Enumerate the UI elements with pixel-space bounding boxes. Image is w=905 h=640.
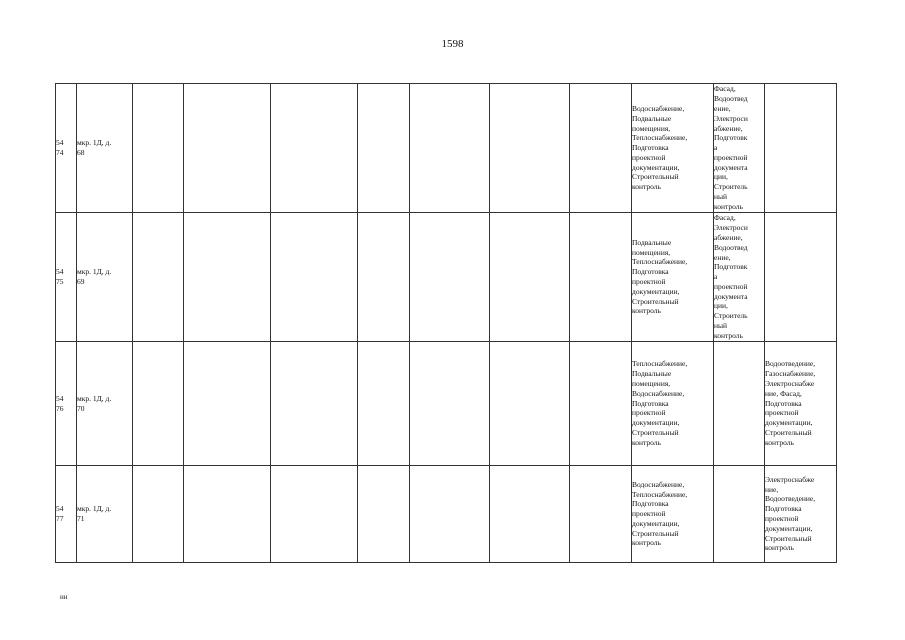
empty-cell: [271, 84, 358, 213]
empty-cell: [570, 213, 632, 342]
empty-cell: [184, 342, 271, 466]
empty-cell: [358, 466, 410, 563]
works-cell-secondary: Фасад, Водоотвед ение, Электроси абжение, Подготовк а проектной документа ции, Строитель ный контроль: [714, 84, 765, 213]
works-cell-secondary: Фасад, Электроси абжение, Водоотвед ение, Подготовк а проектной документа ции, Строитель ный контроль: [714, 213, 765, 342]
works-cell-tertiary: [765, 84, 837, 213]
empty-cell: [410, 84, 490, 213]
empty-cell: [271, 466, 358, 563]
empty-cell: [184, 466, 271, 563]
empty-cell: [410, 466, 490, 563]
empty-cell: [490, 213, 570, 342]
address-cell: мкр. 1Д, д. 69: [77, 213, 133, 342]
empty-cell: [133, 342, 184, 466]
empty-cell: [271, 342, 358, 466]
works-cell-secondary: [714, 466, 765, 563]
table-row: [56, 466, 837, 563]
works-cell-tertiary: Водоотведение, Газоснабжение, Электроснабже ние, Фасад, Подготовка проектной документации, Строительный контроль: [765, 342, 837, 466]
table-row: [56, 84, 837, 213]
empty-cell: [410, 213, 490, 342]
works-cell-primary: Водоснабжение, Теплоснабжение, Подготовка проектной документации, Строительный контроль: [632, 466, 714, 563]
address-cell: мкр. 1Д, д. 71: [77, 466, 133, 563]
address-cell: мкр. 1Д, д. 70: [77, 342, 133, 466]
page-number: 1598: [441, 38, 464, 50]
empty-cell: [410, 342, 490, 466]
empty-cell: [358, 84, 410, 213]
works-cell-tertiary: [765, 213, 837, 342]
empty-cell: [358, 213, 410, 342]
empty-cell: [271, 213, 358, 342]
empty-cell: [570, 84, 632, 213]
row-number-cell: 54 77: [56, 466, 77, 563]
empty-cell: [490, 466, 570, 563]
works-cell-primary: Подвальные помещения, Теплоснабжение, Подготовка проектной документации, Строительный контроль: [632, 213, 714, 342]
empty-cell: [358, 342, 410, 466]
works-cell-primary: Теплоснабжение, Подвальные помещения, Водоснабжение, Подготовка проектной документации, Строительный контроль: [632, 342, 714, 466]
table-row: [56, 213, 837, 342]
housing-registry-table: [55, 83, 837, 563]
table-row: [56, 342, 837, 466]
empty-cell: [184, 213, 271, 342]
works-cell-secondary: [714, 342, 765, 466]
empty-cell: [133, 466, 184, 563]
row-number-cell: 54 74: [56, 84, 77, 213]
empty-cell: [133, 84, 184, 213]
empty-cell: [570, 342, 632, 466]
empty-cell: [133, 213, 184, 342]
address-cell: мкр. 1Д, д. 68: [77, 84, 133, 213]
works-cell-tertiary: Электроснабже ние, Водоотведение, Подготовка проектной документации, Строительный контроль: [765, 466, 837, 563]
row-number-cell: 54 75: [56, 213, 77, 342]
footer-mark: нн: [60, 593, 68, 601]
empty-cell: [570, 466, 632, 563]
empty-cell: [490, 84, 570, 213]
row-number-cell: 54 76: [56, 342, 77, 466]
empty-cell: [490, 342, 570, 466]
works-cell-primary: Водоснабжение, Подвальные помещения, Теплоснабжение, Подготовка проектной документации, Строительный контроль: [632, 84, 714, 213]
empty-cell: [184, 84, 271, 213]
